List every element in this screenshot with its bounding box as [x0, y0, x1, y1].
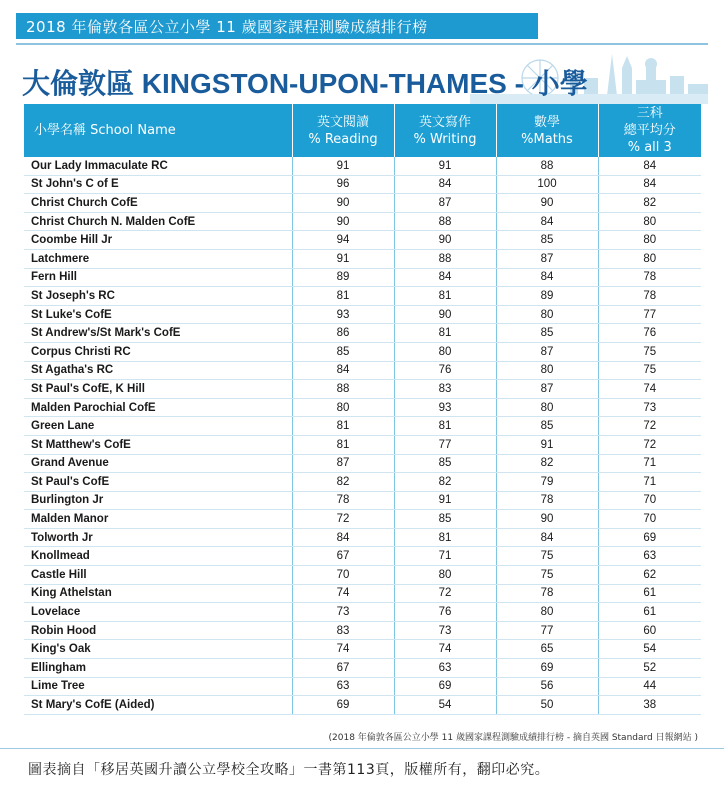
average-cell: 38 [598, 696, 701, 715]
maths-cell: 85 [496, 324, 598, 343]
table-row [24, 584, 701, 603]
school-name-cell: Lime Tree [24, 677, 292, 696]
school-name-header: 小學名稱 School Name [24, 104, 292, 157]
reading-cell: 90 [292, 212, 394, 231]
average-cell: 73 [598, 398, 701, 417]
maths-cell: 80 [496, 361, 598, 380]
reading-cell: 83 [292, 621, 394, 640]
reading-cell: 87 [292, 454, 394, 473]
maths-cell: 50 [496, 696, 598, 715]
school-name-cell: King's Oak [24, 640, 292, 659]
reading-cell: 81 [292, 287, 394, 306]
reading-cell: 91 [292, 249, 394, 268]
table-row [24, 342, 701, 361]
school-name-cell: Corpus Christi RC [24, 342, 292, 361]
average-cell: 60 [598, 621, 701, 640]
school-name-cell: Coombe Hill Jr [24, 231, 292, 250]
school-name-cell: Latchmere [24, 249, 292, 268]
table-row [24, 324, 701, 343]
banner [16, 13, 538, 39]
banner-title: 2018 年倫敦各區公立小學 11 歲國家課程測驗成績排行榜 [26, 18, 428, 36]
reading-cell: 63 [292, 677, 394, 696]
maths-cell: 69 [496, 659, 598, 678]
table-row [24, 454, 701, 473]
maths-cell: 100 [496, 175, 598, 194]
table-row [24, 621, 701, 640]
table-row [24, 231, 701, 250]
writing-cell: 71 [394, 547, 496, 566]
reading-cell: 73 [292, 603, 394, 622]
school-name-cell: St Andrew's/St Mark's CofE [24, 324, 292, 343]
school-name-cell: Grand Avenue [24, 454, 292, 473]
writing-cell: 85 [394, 510, 496, 529]
writing-cell: 80 [394, 566, 496, 585]
reading-cell: 85 [292, 342, 394, 361]
table-row [24, 640, 701, 659]
table-row [24, 528, 701, 547]
writing-cell: 63 [394, 659, 496, 678]
average-cell: 75 [598, 342, 701, 361]
writing-cell: 80 [394, 342, 496, 361]
writing-cell: 74 [394, 640, 496, 659]
table-row [24, 268, 701, 287]
reading-cell: 93 [292, 305, 394, 324]
average-cell: 63 [598, 547, 701, 566]
table-row [24, 194, 701, 213]
maths-cell: 79 [496, 473, 598, 492]
school-name-cell: St Agatha's RC [24, 361, 292, 380]
school-name-cell: Knollmead [24, 547, 292, 566]
maths-cell: 80 [496, 603, 598, 622]
table-row [24, 603, 701, 622]
average-cell: 77 [598, 305, 701, 324]
school-name-cell: St Luke's CofE [24, 305, 292, 324]
maths-cell: 85 [496, 231, 598, 250]
maths-cell: 90 [496, 510, 598, 529]
writing-cell: 54 [394, 696, 496, 715]
table-row [24, 473, 701, 492]
school-name-cell: King Athelstan [24, 584, 292, 603]
average-cell: 82 [598, 194, 701, 213]
writing-cell: 93 [394, 398, 496, 417]
maths-cell: 78 [496, 584, 598, 603]
average-cell: 72 [598, 417, 701, 436]
writing-cell: 84 [394, 268, 496, 287]
average-cell: 61 [598, 603, 701, 622]
reading-cell: 80 [292, 398, 394, 417]
average-cell: 72 [598, 435, 701, 454]
reading-cell: 70 [292, 566, 394, 585]
average-cell: 69 [598, 528, 701, 547]
average-cell: 70 [598, 510, 701, 529]
school-name-cell: St Mary's CofE (Aided) [24, 696, 292, 715]
reading-cell: 90 [292, 194, 394, 213]
average-cell: 80 [598, 249, 701, 268]
table-row [24, 398, 701, 417]
school-name-cell: Tolworth Jr [24, 528, 292, 547]
maths-cell: 75 [496, 566, 598, 585]
writing-cell: 90 [394, 231, 496, 250]
table-row [24, 287, 701, 306]
average-cell: 80 [598, 212, 701, 231]
table-row [24, 566, 701, 585]
average-cell: 71 [598, 454, 701, 473]
reading-cell: 96 [292, 175, 394, 194]
maths-cell: 82 [496, 454, 598, 473]
school-name-cell: Malden Manor [24, 510, 292, 529]
table-row [24, 380, 701, 399]
maths-cell: 91 [496, 435, 598, 454]
school-name-cell: Christ Church CofE [24, 194, 292, 213]
writing-cell: 87 [394, 194, 496, 213]
reading-cell: 72 [292, 510, 394, 529]
school-name-cell: St Matthew's CofE [24, 435, 292, 454]
writing-cell: 82 [394, 473, 496, 492]
writing-cell: 77 [394, 435, 496, 454]
writing-cell: 81 [394, 287, 496, 306]
maths-cell: 84 [496, 212, 598, 231]
reading-cell: 91 [292, 157, 394, 175]
writing-cell: 90 [394, 305, 496, 324]
reading-cell: 84 [292, 528, 394, 547]
writing-header: 英文寫作 % Writing [394, 104, 496, 157]
divider [16, 43, 708, 45]
average-cell: 54 [598, 640, 701, 659]
average-cell: 76 [598, 324, 701, 343]
school-name-cell: Lovelace [24, 603, 292, 622]
maths-cell: 87 [496, 380, 598, 399]
maths-cell: 77 [496, 621, 598, 640]
table-row [24, 696, 701, 715]
table-row [24, 361, 701, 380]
reading-cell: 84 [292, 361, 394, 380]
reading-cell: 69 [292, 696, 394, 715]
reading-cell: 74 [292, 640, 394, 659]
school-name-cell: Ellingham [24, 659, 292, 678]
maths-cell: 87 [496, 342, 598, 361]
table-row [24, 305, 701, 324]
writing-cell: 85 [394, 454, 496, 473]
writing-cell: 84 [394, 175, 496, 194]
maths-cell: 85 [496, 417, 598, 436]
writing-cell: 81 [394, 417, 496, 436]
page-title: 大倫敦區 KINGSTON-UPON-THAMES - 小學 [22, 68, 588, 99]
average-cell: 52 [598, 659, 701, 678]
school-name-cell: Christ Church N. Malden CofE [24, 212, 292, 231]
average-cell: 61 [598, 584, 701, 603]
reading-cell: 82 [292, 473, 394, 492]
average-header: 三科 總平均分 % all 3 [598, 104, 701, 157]
average-cell: 80 [598, 231, 701, 250]
table-row [24, 491, 701, 510]
table-row [24, 659, 701, 678]
maths-cell: 88 [496, 157, 598, 175]
school-name-cell: St Paul's CofE, K Hill [24, 380, 292, 399]
table-row [24, 175, 701, 194]
reading-cell: 94 [292, 231, 394, 250]
maths-header: 數學 %Maths [496, 104, 598, 157]
table-row [24, 547, 701, 566]
maths-cell: 78 [496, 491, 598, 510]
table-row [24, 677, 701, 696]
table-header-row [24, 104, 701, 157]
school-name-cell: Burlington Jr [24, 491, 292, 510]
table-row [24, 435, 701, 454]
maths-cell: 65 [496, 640, 598, 659]
maths-cell: 84 [496, 528, 598, 547]
writing-cell: 73 [394, 621, 496, 640]
reading-cell: 86 [292, 324, 394, 343]
school-name-cell: Castle Hill [24, 566, 292, 585]
reading-cell: 89 [292, 268, 394, 287]
school-name-cell: Malden Parochial CofE [24, 398, 292, 417]
maths-cell: 75 [496, 547, 598, 566]
average-cell: 78 [598, 268, 701, 287]
maths-cell: 89 [496, 287, 598, 306]
average-cell: 84 [598, 157, 701, 175]
writing-cell: 88 [394, 212, 496, 231]
writing-cell: 72 [394, 584, 496, 603]
table-row [24, 249, 701, 268]
average-cell: 74 [598, 380, 701, 399]
writing-cell: 76 [394, 603, 496, 622]
school-name-cell: St Paul's CofE [24, 473, 292, 492]
reading-header: 英文閱讀 % Reading [292, 104, 394, 157]
table-row [24, 510, 701, 529]
reading-cell: 67 [292, 547, 394, 566]
results-table [24, 104, 701, 715]
source-note: (2018 年倫敦各區公立小學 11 歲國家課程測驗成績排行榜 - 摘自英國 Standard 日報網站 ) [328, 733, 698, 743]
average-cell: 75 [598, 361, 701, 380]
reading-cell: 81 [292, 417, 394, 436]
writing-cell: 81 [394, 528, 496, 547]
reading-cell: 88 [292, 380, 394, 399]
writing-cell: 88 [394, 249, 496, 268]
table-row [24, 212, 701, 231]
school-name-cell: St John's C of E [24, 175, 292, 194]
writing-cell: 91 [394, 157, 496, 175]
table-row [24, 417, 701, 436]
writing-cell: 91 [394, 491, 496, 510]
maths-cell: 84 [496, 268, 598, 287]
average-cell: 70 [598, 491, 701, 510]
maths-cell: 80 [496, 305, 598, 324]
maths-cell: 80 [496, 398, 598, 417]
average-cell: 78 [598, 287, 701, 306]
writing-cell: 69 [394, 677, 496, 696]
average-cell: 62 [598, 566, 701, 585]
average-cell: 71 [598, 473, 701, 492]
maths-cell: 90 [496, 194, 598, 213]
reading-cell: 74 [292, 584, 394, 603]
table-row [24, 157, 701, 175]
reading-cell: 81 [292, 435, 394, 454]
reading-cell: 67 [292, 659, 394, 678]
divider [0, 748, 724, 749]
average-cell: 84 [598, 175, 701, 194]
writing-cell: 81 [394, 324, 496, 343]
maths-cell: 56 [496, 677, 598, 696]
school-name-cell: St Joseph's RC [24, 287, 292, 306]
writing-cell: 76 [394, 361, 496, 380]
school-name-cell: Our Lady Immaculate RC [24, 157, 292, 175]
writing-cell: 83 [394, 380, 496, 399]
credit-note: 圖表摘自「移居英國升讀公立學校全攻略」一書第113頁，版權所有，翻印必究。 [28, 762, 550, 778]
school-name-cell: Fern Hill [24, 268, 292, 287]
school-name-cell: Green Lane [24, 417, 292, 436]
school-name-cell: Robin Hood [24, 621, 292, 640]
average-cell: 44 [598, 677, 701, 696]
reading-cell: 78 [292, 491, 394, 510]
maths-cell: 87 [496, 249, 598, 268]
